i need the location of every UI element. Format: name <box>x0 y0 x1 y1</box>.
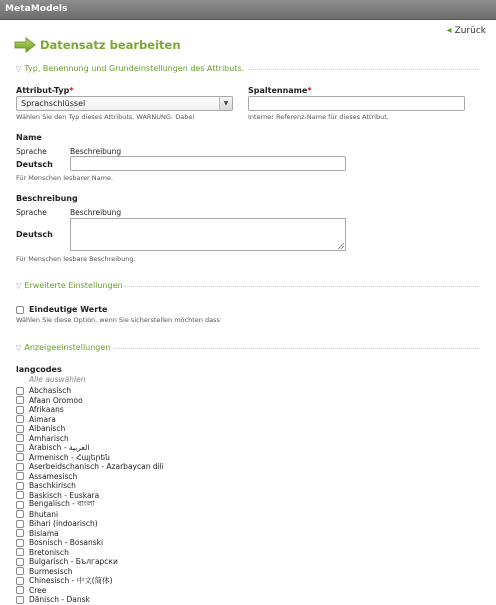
collapse-triangle-icon: ▽ <box>16 281 22 290</box>
langcode-label: Afaan Oromoo <box>29 395 83 405</box>
langcode-checkbox[interactable] <box>16 396 24 404</box>
app-title: MetaModels <box>5 4 68 14</box>
langcode-checkbox[interactable] <box>16 539 24 547</box>
langcode-checkbox[interactable] <box>16 387 24 395</box>
langcode-checkbox[interactable] <box>16 491 24 499</box>
description-col-desc: Beschreibung <box>70 208 122 217</box>
langcodes-list <box>16 386 164 605</box>
langcode-label: Bretonisch <box>29 547 69 557</box>
unique-values-checkbox[interactable] <box>16 306 24 314</box>
section-legend-main[interactable] <box>16 64 244 73</box>
app-titlebar <box>0 0 496 20</box>
langcode-label: Baskisch - Euskara <box>29 490 100 500</box>
langcode-label: Armenisch - Հայերեն <box>29 452 110 462</box>
langcode-checkbox[interactable] <box>16 434 24 442</box>
name-label: Name <box>16 133 42 142</box>
name-input-deutsch[interactable] <box>70 156 346 171</box>
column-name-hint: Interner Referenz-Name für dieses Attribut. <box>248 113 389 121</box>
langcode-label: Albanisch <box>29 424 66 434</box>
langcode-item[interactable] <box>16 443 164 453</box>
langcode-checkbox[interactable] <box>16 558 24 566</box>
langcode-checkbox[interactable] <box>16 453 24 461</box>
section-legend-display[interactable] <box>16 343 110 352</box>
description-row-lang: Deutsch <box>16 230 53 239</box>
langcode-checkbox[interactable] <box>16 586 24 594</box>
back-arrow-icon: ◂ <box>446 25 452 36</box>
langcode-item[interactable] <box>16 434 164 444</box>
description-hint: Für Menschen lesbare Beschreibung. <box>16 255 136 263</box>
langcode-checkbox[interactable] <box>16 415 24 423</box>
langcode-item[interactable] <box>16 519 164 529</box>
langcode-checkbox[interactable] <box>16 501 24 509</box>
langcode-checkbox[interactable] <box>16 567 24 575</box>
langcode-checkbox[interactable] <box>16 482 24 490</box>
langcode-checkbox[interactable] <box>16 529 24 537</box>
langcode-label: Bulgarisch - Български <box>29 557 118 567</box>
langcode-item[interactable] <box>16 405 164 415</box>
langcode-checkbox[interactable] <box>16 463 24 471</box>
langcode-item[interactable] <box>16 424 164 434</box>
attr-type-value: Sprachschlüssel <box>21 99 86 108</box>
langcode-item[interactable] <box>16 453 164 463</box>
langcode-item[interactable] <box>16 500 164 510</box>
name-col-lang: Sprache <box>16 147 47 156</box>
langcode-item[interactable] <box>16 386 164 396</box>
attr-type-hint: Wählen Sie den Typ dieses Attributs. WARNUNG: Dabei <box>16 113 195 121</box>
section-divider <box>248 69 480 70</box>
select-all-link[interactable]: Alle auswählen <box>29 375 86 384</box>
unique-values-option[interactable] <box>16 305 107 314</box>
langcode-item[interactable] <box>16 472 164 482</box>
langcode-item[interactable] <box>16 510 164 520</box>
collapse-triangle-icon: ▽ <box>16 343 22 352</box>
langcode-checkbox[interactable] <box>16 520 24 528</box>
langcode-item[interactable] <box>16 576 164 586</box>
langcode-label: Baschkirisch <box>29 481 76 491</box>
langcode-label: Amharisch <box>29 433 69 443</box>
langcode-item[interactable] <box>16 557 164 567</box>
langcode-item[interactable] <box>16 396 164 406</box>
green-arrow-icon <box>14 37 36 53</box>
langcode-label: Bengalisch - বাংলা <box>29 498 95 508</box>
attr-type-label: Attribut-Typ* <box>16 86 74 95</box>
langcode-item[interactable] <box>16 586 164 596</box>
langcode-checkbox[interactable] <box>16 472 24 480</box>
langcode-checkbox[interactable] <box>16 577 24 585</box>
name-col-desc: Beschreibung <box>70 147 122 156</box>
section-divider <box>124 286 480 287</box>
langcode-item[interactable] <box>16 462 164 472</box>
langcode-checkbox[interactable] <box>16 406 24 414</box>
langcode-label: Bihari (indoarisch) <box>29 519 98 529</box>
section-title-advanced: Erweiterte Einstellungen <box>24 281 123 290</box>
langcodes-label: langcodes <box>16 365 62 374</box>
langcode-item[interactable] <box>16 548 164 558</box>
resize-handle-icon[interactable] <box>338 243 344 249</box>
langcode-label: Aimara <box>29 414 56 424</box>
langcode-label: Bosnisch - Bosanski <box>29 538 104 548</box>
unique-values-hint: Wählen Sie diese Option, wenn Sie sicherstellen möchten dass <box>16 316 220 324</box>
langcode-label: Dänisch - Dansk <box>29 595 90 605</box>
langcode-label: Chinesisch - 中文(简体) <box>29 576 113 586</box>
langcode-item[interactable] <box>16 529 164 539</box>
langcode-item[interactable] <box>16 538 164 548</box>
column-name-label: Spaltenname* <box>248 86 312 95</box>
section-title-main: Typ, Benennung und Grundeinstellungen des Attributs. <box>24 64 245 73</box>
section-divider <box>114 348 480 349</box>
langcode-checkbox[interactable] <box>16 548 24 556</box>
langcode-label: Abchasisch <box>29 386 72 396</box>
back-label: Zurück <box>454 25 486 36</box>
section-legend-advanced[interactable] <box>16 281 123 290</box>
column-name-input[interactable] <box>248 96 465 111</box>
langcode-label: Cree <box>29 585 47 595</box>
langcode-label: Aserbeidschanisch - Azarbaycan dili <box>29 462 164 472</box>
langcode-label: Burmesisch <box>29 566 73 576</box>
langcode-item[interactable] <box>16 481 164 491</box>
name-hint: Für Menschen lesbarer Name. <box>16 174 114 182</box>
description-col-lang: Sprache <box>16 208 47 217</box>
page-title: Datensatz bearbeiten <box>40 38 181 52</box>
langcode-checkbox[interactable] <box>16 425 24 433</box>
attr-type-select[interactable] <box>16 96 233 111</box>
collapse-triangle-icon: ▽ <box>16 64 22 73</box>
langcode-label: Arabisch - العربية <box>29 443 90 453</box>
langcode-checkbox[interactable] <box>16 510 24 518</box>
langcode-label: Bhutani <box>29 509 59 519</box>
description-textarea-deutsch[interactable] <box>70 218 346 251</box>
langcode-label: Afrikaans <box>29 405 64 415</box>
page-header <box>14 37 181 53</box>
langcode-item[interactable] <box>16 415 164 425</box>
back-link[interactable] <box>447 25 486 36</box>
unique-values-label: Eindeutige Werte <box>29 305 108 314</box>
langcode-label: Assamesisch <box>29 471 78 481</box>
description-label: Beschreibung <box>16 194 78 203</box>
name-row-lang: Deutsch <box>16 160 53 169</box>
langcode-label: Bislama <box>29 528 59 538</box>
chevron-down-icon: ▼ <box>219 97 232 110</box>
section-title-display: Anzeigeeinstellungen <box>24 343 111 352</box>
langcode-checkbox[interactable] <box>16 444 24 452</box>
